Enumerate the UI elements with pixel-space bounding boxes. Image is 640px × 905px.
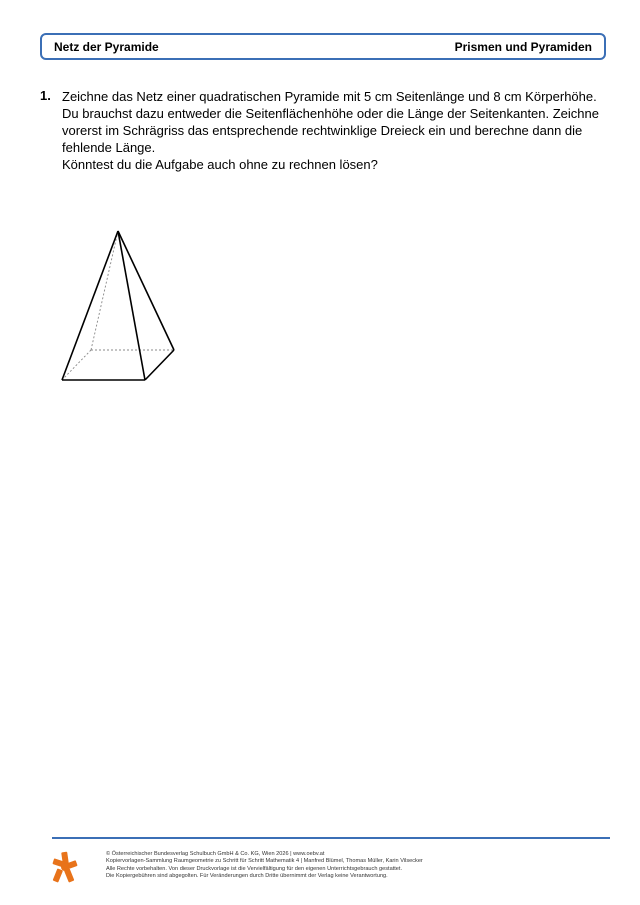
task-line: Zeichne das Netz einer quadratischen Pyramide mit 5 cm Seitenlänge und 8 cm Körperhöhe. <box>62 89 597 104</box>
base-edge-right <box>145 350 174 380</box>
worksheet-title: Netz der Pyramide <box>54 40 159 54</box>
publisher-logo-icon <box>52 850 78 884</box>
footer-divider <box>52 837 610 839</box>
task-number: 1. <box>40 88 51 103</box>
footer-line: Die Kopiergebühren sind abgegolten. Für Veränderungen durch Dritte übernimmt der Verlag keine Verantwortung. <box>106 873 388 880</box>
footer-copyright <box>106 851 606 881</box>
footer-line: Alle Rechte vorbehalten. Von dieser Druckvorlage ist die Vervielfältigung für den eigenen Unterrichtsgebrauch gestattet. <box>106 865 403 872</box>
lateral-edge-left <box>62 231 118 380</box>
worksheet-header <box>40 33 606 60</box>
pyramid-oblique-drawing <box>55 225 185 385</box>
task-line: Du brauchst dazu entweder die Seitenflächenhöhe oder die Länge der Seitenkanten. Zeichne <box>62 106 599 121</box>
task-text <box>62 88 607 173</box>
hidden-edge-back-left <box>62 350 91 380</box>
lateral-edge-front <box>118 231 145 380</box>
footer-line: Kopiervorlagen-Sammlung Raumgeometrie zu Schritt für Schritt Mathematik 4 | Manfred Blümel, Thomas Müller, Karin Vilsecker <box>106 858 423 865</box>
worksheet-topic: Prismen und Pyramiden <box>454 40 592 54</box>
task-line: fehlende Länge. <box>62 140 156 155</box>
task-line: Könntest du die Aufgabe auch ohne zu rechnen lösen? <box>62 157 378 172</box>
footer-line: © Österreichischer Bundesverlag Schulbuch GmbH & Co. KG, Wien 2026 | www.oebv.at <box>106 851 325 857</box>
lateral-edge-right <box>118 231 174 350</box>
task-line: vorerst im Schrägriss das entsprechende rechtwinklige Dreieck ein und berechne dann die <box>62 123 583 138</box>
